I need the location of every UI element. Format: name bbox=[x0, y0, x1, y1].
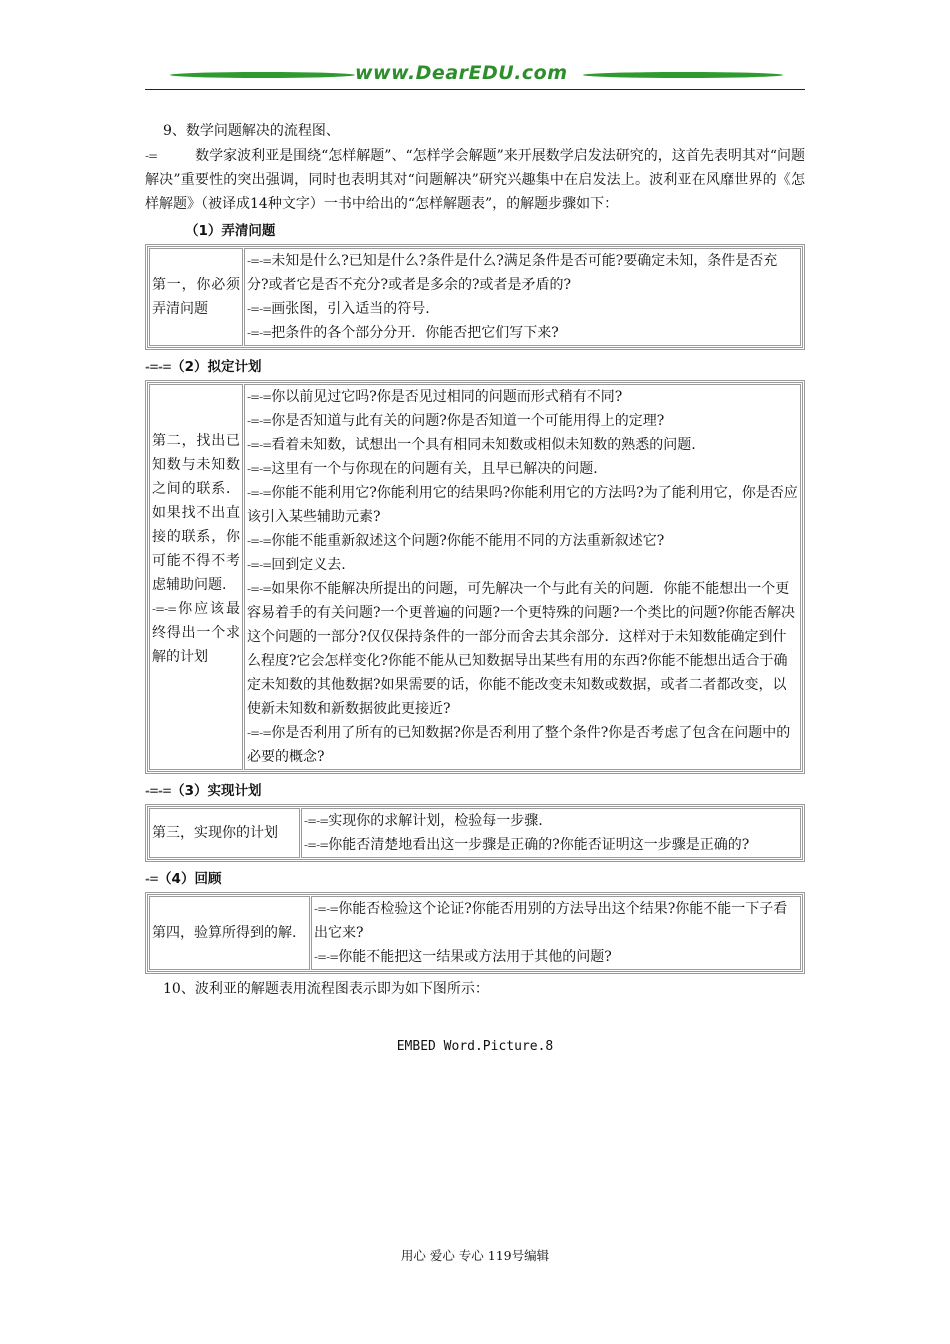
section-9-intro bbox=[145, 144, 805, 216]
section-10-title: 10、波利亚的解题表用流程图表示即为如下图所示： bbox=[163, 981, 489, 997]
list-item: -=-=实现你的求解计划，检验每一步骤. bbox=[304, 813, 543, 829]
list-item: -=-=画张图，引入适当的符号. bbox=[247, 301, 430, 317]
list-item: -=-=你能不能重新叙述这个问题?你能不能用不同的方法重新叙述它? bbox=[247, 533, 665, 549]
intro-marker: -= bbox=[145, 149, 158, 163]
step-3-right-cell bbox=[301, 808, 801, 858]
site-logo: www.DearEDU.com bbox=[355, 62, 568, 84]
list-item: -=-=你能否检验这个论证?你能否用别的方法导出这个结果?你能不能一下子看出它来? bbox=[314, 901, 788, 941]
intro-text: 数学家波利亚是围绕“怎样解题”、“怎样学会解题”来开展数学启发法研究的，这首先表明其对“问题解决”重要性的突出强调，同时也表明其对“问题解决”研究兴趣集中在启发法上。波利亚在风靡世界的《怎样解题》（被译成14种文字）一书中给出的“怎样解题表”，的解题步骤如下： bbox=[145, 148, 805, 212]
step-3-heading: -=-=（3）实现计划 bbox=[145, 783, 262, 799]
step-4-heading: -=（4）回顾 bbox=[145, 871, 222, 887]
left-swoosh-decoration bbox=[170, 72, 355, 78]
step-1-heading: （1）弄清问题 bbox=[185, 223, 276, 239]
section-9-title: 9、数学问题解决的流程图、 bbox=[163, 123, 340, 139]
step-4-left-cell: 第四，验算所得到的解. bbox=[149, 896, 310, 970]
list-item: -=-=看着未知数，试想出一个具有相同未知数或相似未知数的熟悉的问题. bbox=[247, 437, 696, 453]
list-item: -=-=你能不能把这一结果或方法用于其他的问题? bbox=[314, 949, 612, 965]
list-item: -=-=这里有一个与你现在的问题有关，且早已解决的问题. bbox=[247, 461, 598, 477]
document-body bbox=[145, 118, 805, 1060]
right-swoosh-decoration bbox=[583, 72, 783, 78]
list-item: -=-=未知是什么?已知是什么?条件是什么?满足条件是否可能?要确定未知，条件是否充分?或者它是否不充分?或者是多余的?或者是矛盾的? bbox=[247, 253, 778, 293]
step-2-left-cell: 第二，找出已知数与未知数之间的联系．如果找不出直接的联系，你可能不得不考虑辅助问题. -=-=你应该最终得出一个求解的计划 bbox=[149, 384, 243, 770]
step-1-table bbox=[145, 244, 805, 350]
step-1-right-cell bbox=[244, 248, 801, 346]
step-4-table bbox=[145, 892, 805, 974]
list-item: -=-=你以前见过它吗?你是否见过相同的问题而形式稍有不同? bbox=[247, 389, 623, 405]
list-item: -=-=你能否清楚地看出这一步骤是正确的?你能否证明这一步骤是正确的? bbox=[304, 837, 750, 853]
step-2-heading: -=-=（2）拟定计划 bbox=[145, 359, 262, 375]
step-3-table bbox=[145, 804, 805, 862]
step-2-right-cell bbox=[244, 384, 801, 770]
step-4-right-cell bbox=[311, 896, 801, 970]
list-item: -=-=你能不能利用它?你能利用它的结果吗?你能利用它的方法吗?为了能利用它，你是否应该引入某些辅助元素? bbox=[247, 485, 798, 525]
list-item: -=-=你是否利用了所有的已知数据?你是否利用了整个条件?你是否考虑了包含在问题中的必要的概念? bbox=[247, 725, 791, 765]
step-3-left-cell: 第三，实现你的计划 bbox=[149, 808, 300, 858]
list-item: -=-=如果你不能解决所提出的问题，可先解决一个与此有关的问题．你能不能想出一个更容易着手的有关问题?一个更普遍的问题?一个更特殊的问题?一个类比的问题?你能否解决这个问题的一部分?仅仅保持条件的一部分而舍去其余部分．这样对于未知数能确定到什么程度?它会怎样变化?你能不能从已知数据导出某些有用的东西?你能不能想出适合于确定未知数的其他数据?如果需要的话，你能不能改变未知数或数据，或者二者都改变，以使新未知数和新数据彼此更接近? bbox=[247, 581, 796, 717]
header-rule bbox=[145, 89, 805, 90]
step-1-left-cell: 第一，你必须弄清问题 bbox=[149, 248, 243, 346]
page-header bbox=[145, 62, 805, 92]
step-2-table bbox=[145, 380, 805, 774]
list-item: -=-=回到定义去. bbox=[247, 557, 346, 573]
page-footer: 用心 爱心 专心 119号编辑 bbox=[400, 1248, 550, 1263]
list-item: -=-=把条件的各个部分分开．你能否把它们写下来? bbox=[247, 325, 559, 341]
embed-placeholder: EMBED Word.Picture.8 bbox=[396, 1039, 554, 1054]
list-item: -=-=你是否知道与此有关的问题?你是否知道一个可能用得上的定理? bbox=[247, 413, 665, 429]
